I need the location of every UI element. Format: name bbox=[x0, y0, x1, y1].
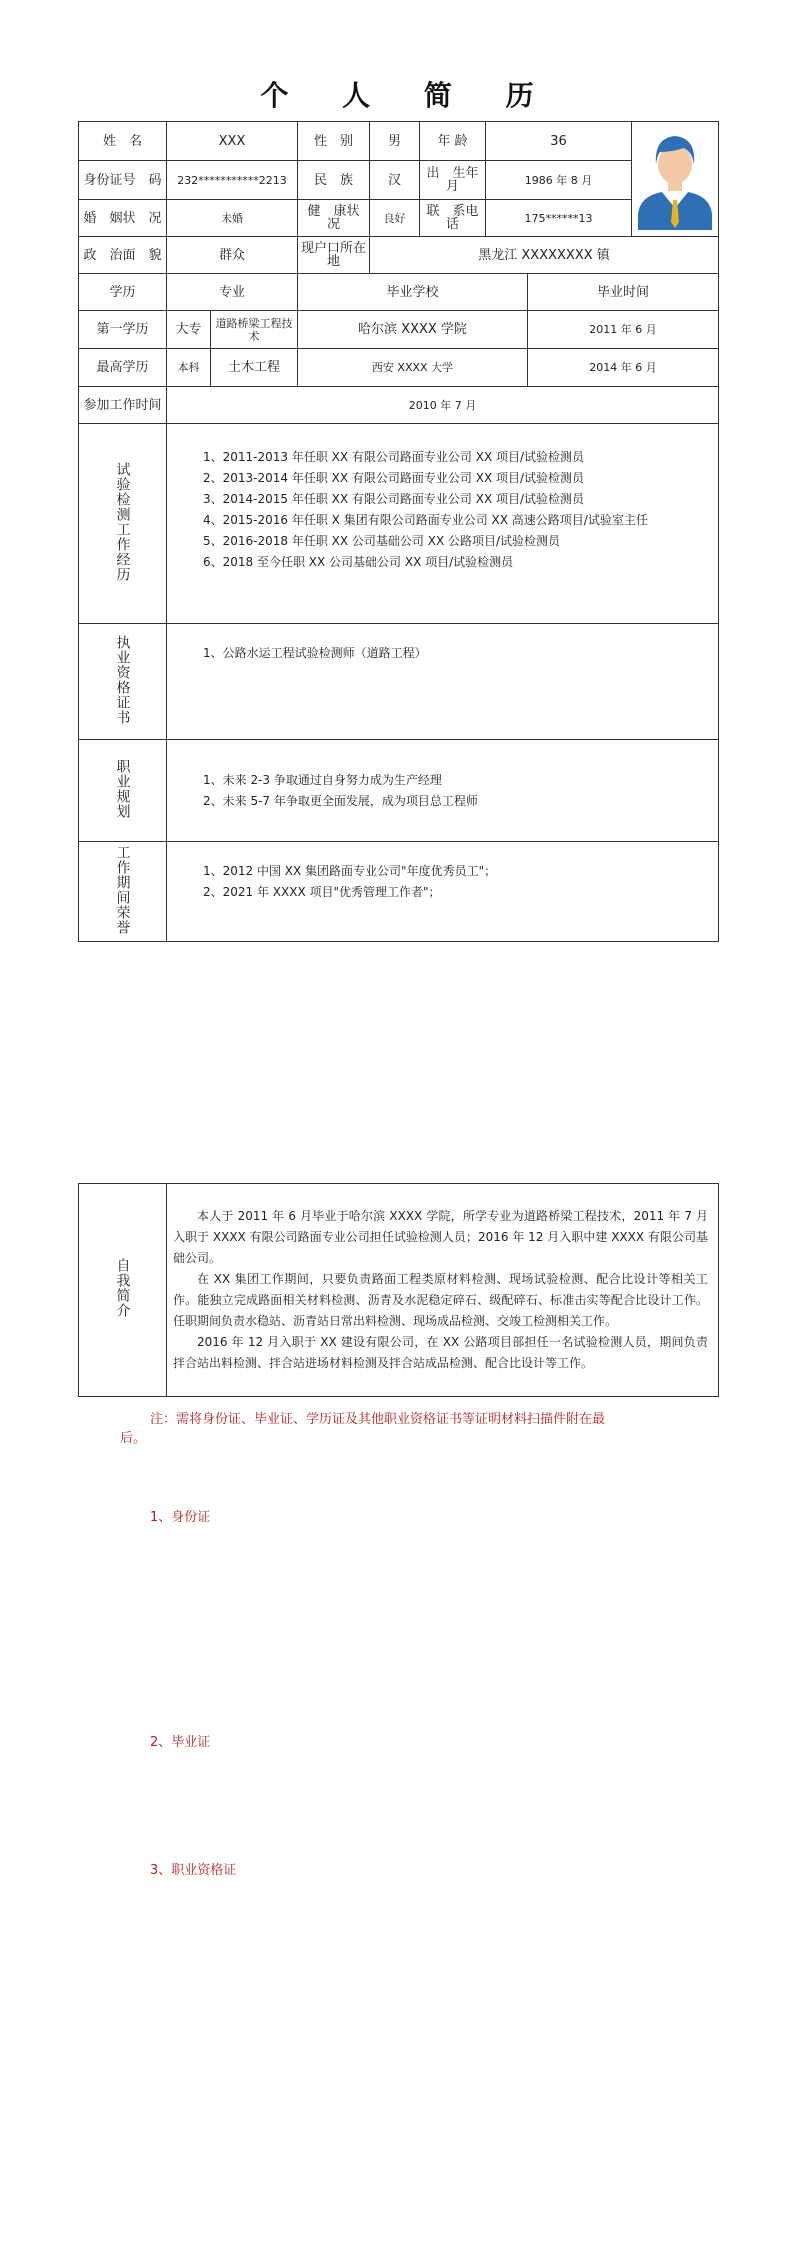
highest-edu-label: 最高学历 bbox=[79, 349, 167, 387]
phone-label: 联 系电 话 bbox=[420, 200, 486, 237]
experience-label: 试验检测工作经历 bbox=[114, 461, 131, 582]
list-item: 1、未来 2-3 争取通过自身努力成为生产经理 bbox=[203, 772, 442, 787]
attachment-id-card: 1、身份证 bbox=[150, 1510, 211, 1525]
intro-table bbox=[78, 1183, 719, 1397]
intro-text bbox=[167, 1184, 719, 1397]
attachment-note bbox=[120, 1410, 680, 1448]
note-line: 注：需将身份证、毕业证、学历证及其他职业资格证书等证明材料扫描件附在最 bbox=[150, 1412, 606, 1427]
political-label: 政 治面 貌 bbox=[79, 237, 167, 274]
marital-value: 未婚 bbox=[167, 200, 298, 237]
attachment-certificate: 3、职业资格证 bbox=[150, 1863, 237, 1878]
note-line: 后。 bbox=[120, 1431, 147, 1446]
list-item: 4、2015-2016 年任职 X 集团有限公司路面专业公司 XX 高速公路项目/试验室主任 bbox=[203, 512, 648, 527]
intro-paragraph: 本人于 2011 年 6 月毕业于哈尔滨 XXXX 学院，所学专业为道路桥梁工程技术，2011 年 7 月入职于 XXXX 有限公司路面专业公司担任试验检测人员；2016 年 12 月入职中建 XXXX 有限公司基础公司。 bbox=[173, 1209, 708, 1265]
certificates-label: 执业资格证书 bbox=[114, 634, 131, 725]
name-label: 姓 名 bbox=[79, 122, 167, 161]
hukou-value: 黑龙江 XXXXXXXX 镇 bbox=[370, 237, 719, 274]
phone-value: 175******13 bbox=[486, 200, 632, 237]
highest-edu-major: 土木工程 bbox=[211, 349, 298, 387]
plan-label: 职业规划 bbox=[114, 758, 131, 819]
attachment-diploma: 2、毕业证 bbox=[150, 1735, 211, 1750]
intro-label-cell bbox=[79, 1184, 167, 1397]
honors-label-cell bbox=[79, 842, 167, 942]
edu-header-degree: 学历 bbox=[79, 274, 167, 311]
list-item: 2、2013-2014 年任职 XX 有限公司路面专业公司 XX 项目/试验检测员 bbox=[203, 470, 585, 485]
list-item: 1、公路水运工程试验检测师（道路工程） bbox=[203, 646, 427, 660]
list-item: 5、2016-2018 年任职 XX 公司基础公司 XX 公路项目/试验检测员 bbox=[203, 533, 561, 548]
resume-table bbox=[78, 121, 719, 942]
intro-label: 自我简介 bbox=[114, 1258, 131, 1318]
age-value: 36 bbox=[486, 122, 632, 161]
work-start-value: 2010 年 7 月 bbox=[167, 387, 719, 424]
experience-list bbox=[167, 424, 719, 624]
page-title: 个 人 简 历 bbox=[260, 79, 556, 112]
list-item: 6、2018 至今任职 XX 公司基础公司 XX 项目/试验检测员 bbox=[203, 554, 514, 569]
highest-edu-time: 2014 年 6 月 bbox=[528, 349, 719, 387]
edu-header-major: 专业 bbox=[167, 274, 298, 311]
honors-list bbox=[167, 842, 719, 942]
ethnic-value: 汉 bbox=[370, 161, 420, 200]
birth-value: 1986 年 8 月 bbox=[486, 161, 632, 200]
list-item: 1、2011-2013 年任职 XX 有限公司路面专业公司 XX 项目/试验检测员 bbox=[203, 449, 585, 464]
intro-paragraph: 在 XX 集团工作期间，只要负责路面工程类原材料检测、现场试验检测、配合比设计等相关工作。能独立完成路面相关材料检测、沥青及水泥稳定碎石、级配碎石、标准击实等配合比设计工作。任职期间负责水稳站、沥青站日常出料检测、现场成品检测、交竣工检测相关工作。 bbox=[173, 1272, 708, 1328]
id-value: 232***********2213 bbox=[167, 161, 298, 200]
highest-edu-degree: 本科 bbox=[167, 349, 211, 387]
first-edu-school: 哈尔滨 XXXX 学院 bbox=[298, 311, 528, 349]
plan-list bbox=[167, 740, 719, 842]
avatar bbox=[632, 122, 719, 237]
highest-edu-school: 西安 XXXX 大学 bbox=[298, 349, 528, 387]
intro-paragraph: 2016 年 12 月入职于 XX 建设有限公司，在 XX 公路项目部担任一名试验检测人员，期间负责拌合站出料检测、拌合站进场材料检测及拌合站成品检测、配合比设计等工作。 bbox=[173, 1335, 708, 1370]
first-edu-major: 道路桥梁工程技术 bbox=[211, 311, 298, 349]
list-item: 2、2021 年 XXXX 项目"优秀管理工作者"； bbox=[203, 884, 441, 899]
birth-label: 出 生年 月 bbox=[420, 161, 486, 200]
list-item: 3、2014-2015 年任职 XX 有限公司路面专业公司 XX 项目/试验检测员 bbox=[203, 491, 585, 506]
name-value: XXX bbox=[167, 122, 298, 161]
first-edu-time: 2011 年 6 月 bbox=[528, 311, 719, 349]
id-label: 身份证号 码 bbox=[79, 161, 167, 200]
political-value: 群众 bbox=[167, 237, 298, 274]
marital-label: 婚 姻状 况 bbox=[79, 200, 167, 237]
gender-value: 男 bbox=[370, 122, 420, 161]
plan-label-cell bbox=[79, 740, 167, 842]
health-value: 良好 bbox=[370, 200, 420, 237]
hukou-label: 现户口所在地 bbox=[298, 237, 370, 274]
health-label: 健 康状 况 bbox=[298, 200, 370, 237]
first-edu-degree: 大专 bbox=[167, 311, 211, 349]
edu-header-time: 毕业时间 bbox=[528, 274, 719, 311]
ethnic-label: 民 族 bbox=[298, 161, 370, 200]
gender-label: 性 别 bbox=[298, 122, 370, 161]
age-label: 年 龄 bbox=[420, 122, 486, 161]
edu-header-school: 毕业学校 bbox=[298, 274, 528, 311]
list-item: 2、未来 5-7 年争取更全面发展，成为项目总工程师 bbox=[203, 793, 478, 808]
certificates-list bbox=[167, 624, 719, 740]
list-item: 1、2012 中国 XX 集团路面专业公司"年度优秀员工"； bbox=[203, 863, 497, 878]
certificates-label-cell bbox=[79, 624, 167, 740]
first-edu-label: 第一学历 bbox=[79, 311, 167, 349]
honors-label: 工作期间荣誉 bbox=[114, 844, 131, 935]
avatar-icon bbox=[632, 122, 718, 232]
work-start-label: 参加工作时间 bbox=[79, 387, 167, 424]
experience-label-cell bbox=[79, 424, 167, 624]
